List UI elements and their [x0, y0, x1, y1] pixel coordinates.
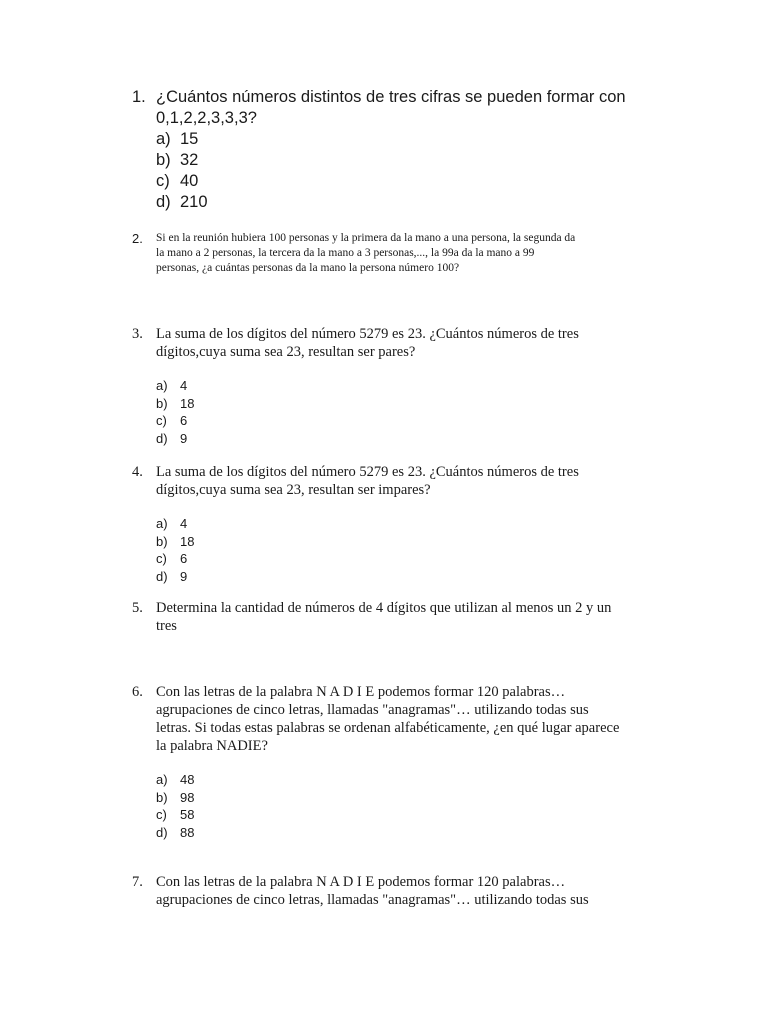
question-text-line: agrupaciones de cinco letras, llamadas "anagramas"… utilizando todas sus [156, 702, 589, 718]
question-text-line: dígitos,cuya suma sea 23, resultan ser pares? [156, 344, 416, 360]
question-text-line: letras. Si todas estas palabras se ordenan alfabéticamente, ¿en qué lugar aparece [156, 720, 620, 736]
option-letter: d) [156, 568, 168, 584]
question-text-line: ¿Cuántos números distintos de tres cifras se pueden formar con [156, 88, 626, 106]
option-letter: d) [156, 430, 168, 446]
question-number: 7. [132, 874, 143, 890]
option-letter: c) [156, 172, 170, 190]
option-letter: d) [156, 193, 171, 211]
question-text-line: tres [156, 618, 177, 634]
option-letter: b) [156, 151, 171, 169]
option-value: 32 [180, 151, 199, 169]
question-text-line: Con las letras de la palabra N A D I E podemos formar 120 palabras… [156, 684, 566, 700]
option-b [156, 789, 672, 807]
option-d [156, 430, 672, 448]
options-list [156, 515, 672, 585]
option-letter: d) [156, 824, 168, 840]
option-value: 18 [180, 533, 195, 549]
option-value: 48 [180, 772, 195, 787]
question-6 [132, 683, 672, 841]
option-letter: a) [156, 772, 168, 787]
option-value: 58 [180, 807, 195, 822]
option-c [156, 550, 672, 568]
option-letter: c) [156, 551, 167, 566]
option-letter: b) [156, 789, 168, 805]
option-value: 6 [180, 413, 188, 428]
question-text-line: 0,1,2,2,3,3,3? [156, 109, 257, 127]
option-letter: a) [156, 516, 168, 531]
option-b [156, 150, 672, 171]
question-text-line: personas, ¿a cuántas personas da la mano la persona número 100? [156, 262, 460, 274]
option-c [156, 412, 672, 430]
question-1 [132, 87, 672, 213]
option-letter: b) [156, 533, 168, 549]
option-d [156, 824, 672, 842]
question-text-line: Con las letras de la palabra N A D I E podemos formar 120 palabras… [156, 874, 566, 890]
question-text-line: la palabra NADIE? [156, 738, 268, 754]
option-value: 210 [180, 193, 208, 211]
question-number: 6. [132, 684, 143, 700]
option-letter: c) [156, 413, 167, 428]
question-3 [132, 325, 672, 447]
option-b [156, 395, 672, 413]
question-5 [132, 599, 672, 635]
option-letter: a) [156, 130, 171, 148]
option-value: 9 [180, 430, 188, 446]
question-text-line: dígitos,cuya suma sea 23, resultan ser impares? [156, 482, 431, 498]
option-c [156, 806, 672, 824]
question-text-line: La suma de los dígitos del número 5279 es 23. ¿Cuántos números de tres [156, 464, 579, 480]
option-a [156, 515, 672, 533]
question-7 [132, 873, 672, 909]
question-number: 2. [132, 231, 143, 246]
option-letter: c) [156, 807, 167, 822]
option-c [156, 171, 672, 192]
question-text-line: La suma de los dígitos del número 5279 es 23. ¿Cuántos números de tres [156, 326, 579, 342]
question-text-line: Si en la reunión hubiera 100 personas y la primera da la mano a una persona, la segunda da [156, 232, 576, 244]
options-list [156, 771, 672, 841]
option-value: 88 [180, 824, 195, 840]
question-number: 3. [132, 326, 143, 342]
question-number: 5. [132, 600, 143, 616]
question-text-line: agrupaciones de cinco letras, llamadas "anagramas"… utilizando todas sus [156, 892, 589, 908]
option-value: 15 [180, 130, 199, 148]
option-a [156, 129, 672, 150]
option-value: 98 [180, 789, 195, 805]
options-list [156, 377, 672, 447]
option-value: 4 [180, 516, 188, 531]
options-list [156, 129, 672, 213]
option-value: 4 [180, 378, 188, 393]
question-text-line: la mano a 2 personas, la tercera da la mano a 3 personas,..., la 99a da la mano a 99 [156, 247, 535, 259]
question-number: 4. [132, 464, 143, 480]
option-d [156, 192, 672, 213]
option-letter: a) [156, 378, 168, 393]
question-number: 1. [132, 88, 146, 106]
question-text-line: Determina la cantidad de números de 4 dígitos que utilizan al menos un 2 y un [156, 600, 612, 616]
option-a [156, 377, 672, 395]
option-b [156, 533, 672, 551]
question-4 [132, 463, 672, 585]
option-letter: b) [156, 395, 168, 411]
option-value: 9 [180, 568, 188, 584]
option-value: 6 [180, 551, 188, 566]
option-d [156, 568, 672, 586]
option-a [156, 771, 672, 789]
option-value: 40 [180, 172, 199, 190]
question-2 [132, 231, 672, 276]
option-value: 18 [180, 395, 195, 411]
